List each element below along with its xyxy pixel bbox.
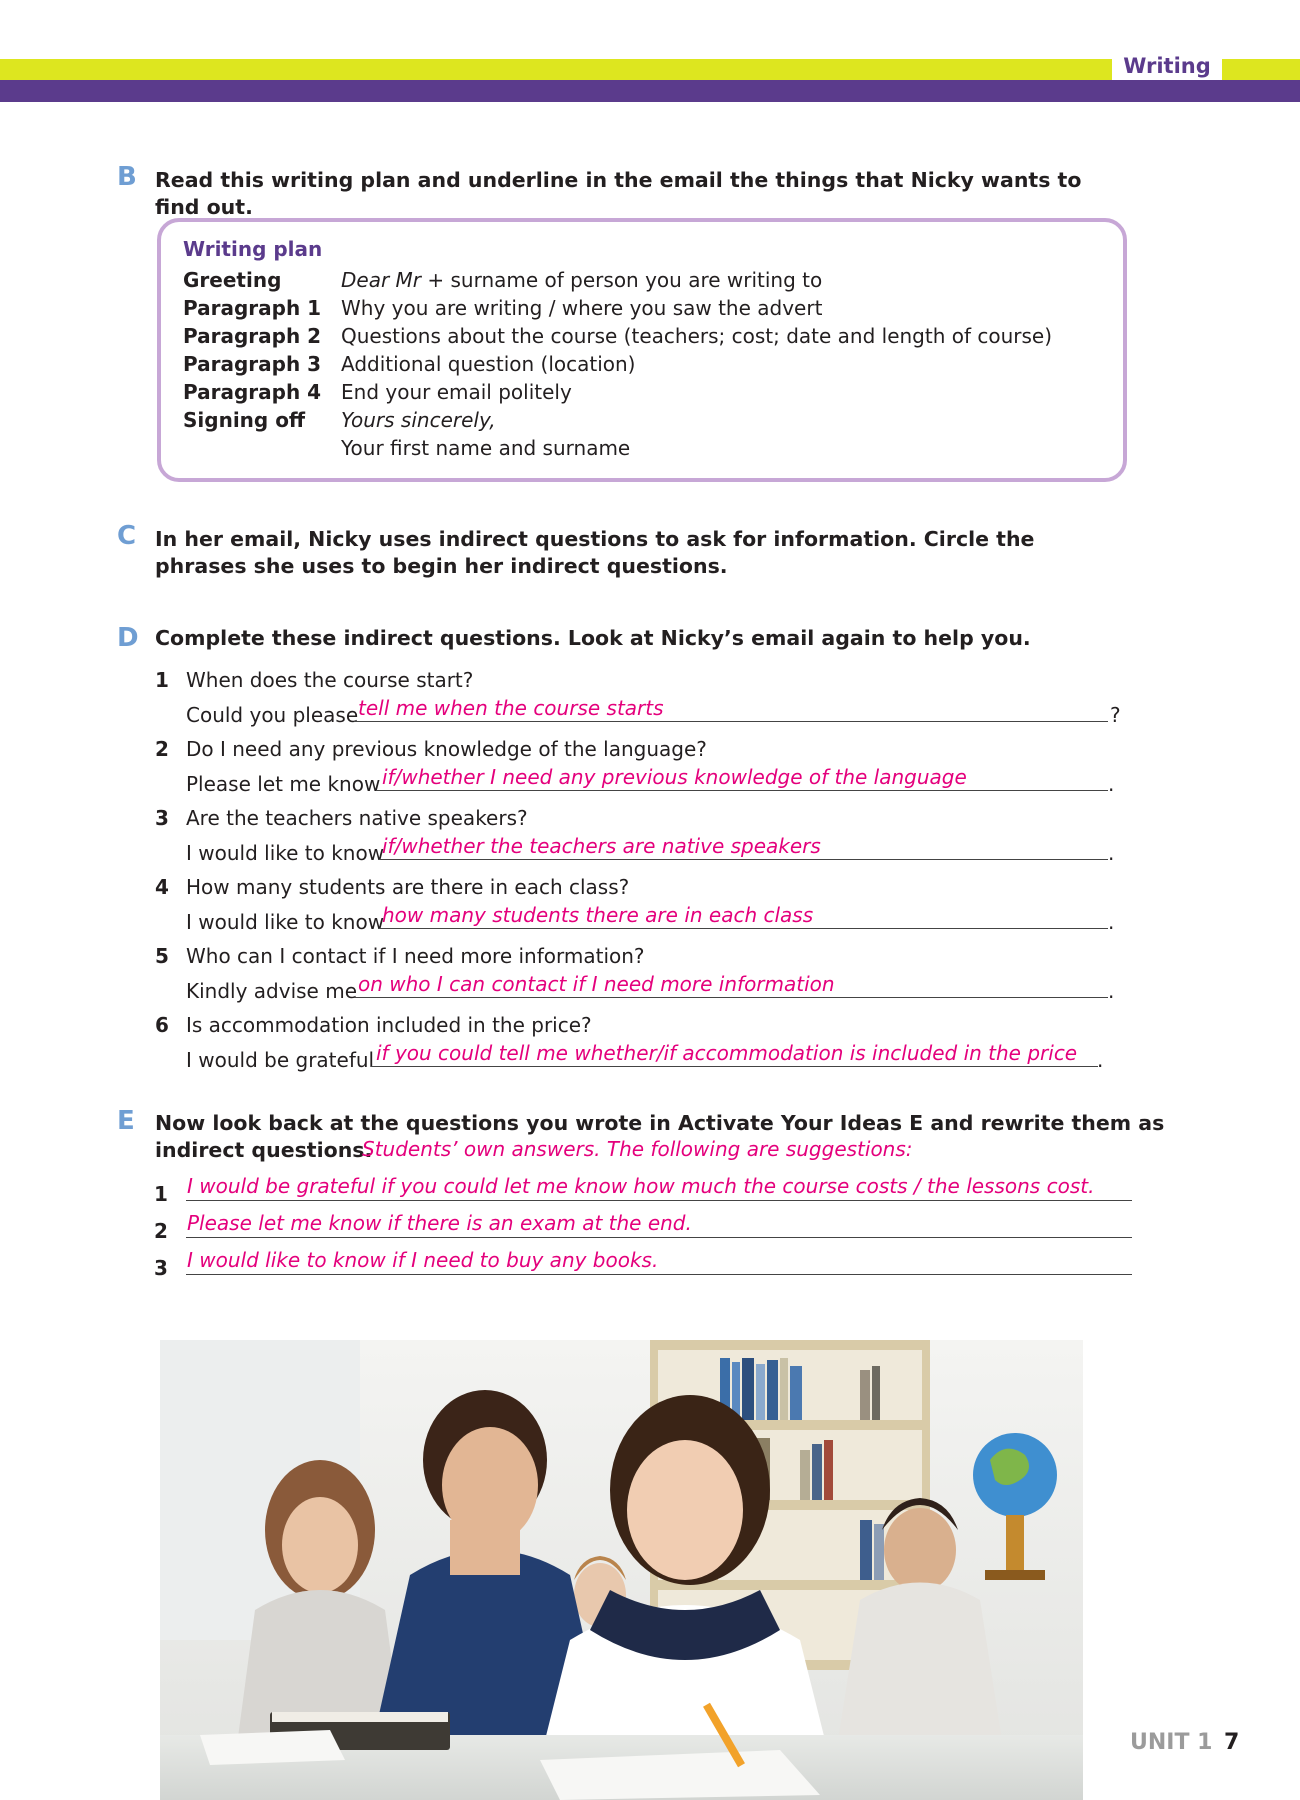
d-answer-line bbox=[376, 790, 1108, 791]
e-answer-line bbox=[186, 1237, 1132, 1238]
classroom-photo bbox=[160, 1340, 1083, 1800]
d-item-stem: Please let me know bbox=[186, 772, 381, 796]
d-item-answer: how many students there are in each class bbox=[382, 903, 814, 927]
d-item-number: 3 bbox=[155, 806, 169, 830]
header-band-purple bbox=[0, 80, 1300, 102]
d-answer-line bbox=[378, 928, 1108, 929]
d-item-question: When does the course start? bbox=[186, 668, 474, 692]
d-item-stem: Kindly advise me bbox=[186, 979, 358, 1003]
d-answer-line bbox=[371, 1066, 1098, 1067]
e-item-number: 2 bbox=[154, 1219, 168, 1243]
d-item-answer: on who I can contact if I need more information bbox=[358, 972, 835, 996]
section-c-instruction: In her email, Nicky uses indirect questions to ask for information. Circle the phrases she uses to begin her indirect questions. bbox=[155, 527, 1035, 578]
plan-text-italic: Dear Mr bbox=[341, 268, 422, 292]
plan-text: Why you are writing / where you saw the advert bbox=[341, 296, 823, 320]
section-e-note: Students’ own answers. The following are suggestions: bbox=[362, 1137, 913, 1161]
d-item-stem: I would be grateful bbox=[186, 1048, 375, 1072]
d-item-answer: if/whether I need any previous knowledge of the language bbox=[382, 765, 967, 789]
d-item-question: Do I need any previous knowledge of the language? bbox=[186, 737, 707, 761]
plan-label: Greeting bbox=[183, 268, 282, 292]
section-c-letter: C bbox=[117, 521, 137, 551]
e-item-answer: I would like to know if I need to buy any books. bbox=[187, 1248, 659, 1272]
plan-text: Additional question (location) bbox=[341, 352, 636, 376]
d-item-question: Who can I contact if I need more information? bbox=[186, 944, 645, 968]
d-answer-line bbox=[354, 721, 1108, 722]
e-item-number: 3 bbox=[154, 1256, 168, 1280]
d-item-end: . bbox=[1097, 1048, 1104, 1072]
d-item-number: 6 bbox=[155, 1013, 169, 1037]
plan-label: Paragraph 4 bbox=[183, 380, 322, 404]
footer-unit-label: UNIT 1 bbox=[1130, 1730, 1213, 1755]
section-e-letter: E bbox=[117, 1106, 135, 1136]
d-item-answer: tell me when the course starts bbox=[358, 696, 664, 720]
writing-plan-title: Writing plan bbox=[183, 237, 323, 261]
e-item-answer: Please let me know if there is an exam at the end. bbox=[187, 1211, 692, 1235]
d-item-end: . bbox=[1108, 979, 1115, 1003]
section-e-instruction-line2: indirect questions. bbox=[155, 1138, 373, 1162]
d-item-question: Are the teachers native speakers? bbox=[186, 806, 528, 830]
plan-label: Paragraph 2 bbox=[183, 324, 322, 348]
d-item-end: . bbox=[1108, 910, 1115, 934]
plan-text: Your first name and surname bbox=[341, 436, 631, 460]
plan-text-italic: Yours sincerely, bbox=[341, 408, 496, 432]
plan-label: Paragraph 1 bbox=[183, 296, 322, 320]
d-item-end: ? bbox=[1110, 703, 1121, 727]
d-item-number: 5 bbox=[155, 944, 169, 968]
d-item-stem: I would like to know bbox=[186, 910, 385, 934]
d-item-number: 4 bbox=[155, 875, 169, 899]
d-item-number: 2 bbox=[155, 737, 169, 761]
d-item-end: . bbox=[1108, 772, 1115, 796]
plan-text: End your email politely bbox=[341, 380, 572, 404]
footer-page-number: 7 bbox=[1224, 1730, 1240, 1755]
e-answer-line bbox=[186, 1200, 1132, 1201]
header-band-yellow bbox=[0, 59, 1300, 80]
section-d-instruction: Complete these indirect questions. Look at Nicky’s email again to help you. bbox=[155, 626, 1031, 650]
d-item-number: 1 bbox=[155, 668, 169, 692]
plan-text: + surname of person you are writing to bbox=[421, 268, 823, 292]
section-e-instruction-line1: Now look back at the questions you wrote in Activate Your Ideas E and rewrite them as bbox=[155, 1111, 1165, 1135]
d-item-answer: if you could tell me whether/if accommodation is included in the price bbox=[376, 1041, 1078, 1065]
d-answer-line bbox=[378, 859, 1108, 860]
d-item-question: How many students are there in each class? bbox=[186, 875, 630, 899]
plan-label: Signing off bbox=[183, 408, 306, 432]
section-b-instruction: Read this writing plan and underline in the email the things that Nicky wants to find out. bbox=[155, 168, 1082, 219]
d-item-end: . bbox=[1108, 841, 1115, 865]
plan-label: Paragraph 3 bbox=[183, 352, 322, 376]
e-item-number: 1 bbox=[154, 1182, 168, 1206]
e-item-answer: I would be grateful if you could let me know how much the course costs / the lessons cost. bbox=[187, 1174, 1095, 1198]
section-title: Writing bbox=[1112, 52, 1222, 80]
plan-text: Questions about the course (teachers; cost; date and length of course) bbox=[341, 324, 1053, 348]
d-item-answer: if/whether the teachers are native speakers bbox=[382, 834, 821, 858]
d-answer-line bbox=[354, 997, 1108, 998]
d-item-question: Is accommodation included in the price? bbox=[186, 1013, 592, 1037]
e-answer-line bbox=[186, 1274, 1132, 1275]
section-d-letter: D bbox=[117, 623, 139, 653]
section-b-letter: B bbox=[117, 162, 137, 192]
d-item-stem: I would like to know bbox=[186, 841, 385, 865]
d-item-stem: Could you please bbox=[186, 703, 359, 727]
